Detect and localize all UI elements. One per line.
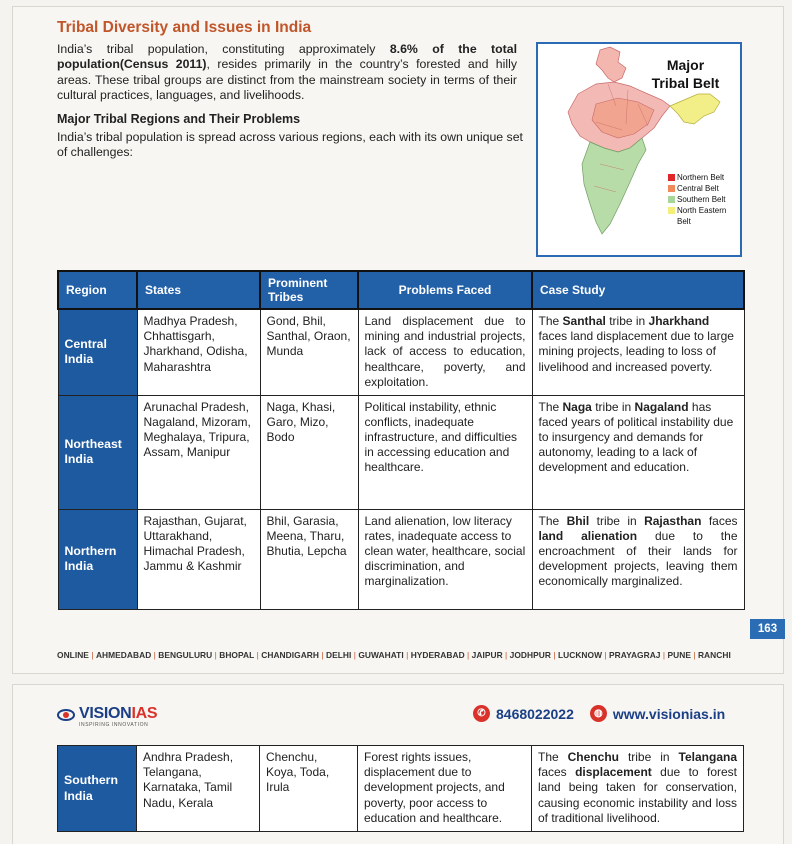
city-separator: |: [212, 650, 220, 660]
legend-item-northern: [668, 172, 741, 183]
legend-label: North Eastern Belt: [677, 206, 727, 226]
city-name: GUWAHATI: [358, 650, 404, 660]
region-cell: Northern India: [58, 509, 137, 609]
phone-icon: ✆: [473, 705, 490, 722]
city-name: RANCHI: [697, 650, 731, 660]
city-name: LUCKNOW: [557, 650, 603, 660]
problems-cell: Political instability, ethnic conflicts, inadequate infrastructure, and difficulties in accessing education and healthcare.: [358, 395, 532, 509]
map-title-line1: Major: [666, 57, 705, 73]
legend-label: Northern Belt: [677, 173, 725, 182]
tribes-cell: Naga, Khasi, Garo, Mizo, Bodo: [260, 395, 358, 509]
states-cell: Rajasthan, Gujarat, Uttarakhand, Himachal Pradesh, Jammu & Kashmir: [137, 509, 260, 609]
city-separator: |: [690, 650, 698, 660]
states-cell: Arunachal Pradesh, Nagaland, Mizoram, Meghalaya, Tripura, Assam, Manipur: [137, 395, 260, 509]
page-163: [12, 6, 784, 674]
map-legend: [668, 172, 741, 227]
legend-item-southern: [668, 194, 741, 205]
table-row: [58, 395, 744, 509]
city-name: PRAYAGRAJ: [609, 650, 661, 660]
legend-label: Central Belt: [677, 184, 719, 193]
legend-item-central: [668, 183, 741, 194]
subheading-text: India’s tribal population is spread across various regions, each with its own unique set of challenges:: [57, 130, 523, 160]
map-title: [633, 56, 738, 92]
problems-cell: Land displacement due to mining and industrial projects, lack of access to education, healthcare, poverty, and exploitation.: [358, 309, 532, 395]
case-study-cell: The Santhal tribe in Jharkhand faces land displacement due to large mining projects, leading to loss of livelihood and increased poverty.: [532, 309, 744, 395]
city-separator: |: [660, 650, 668, 660]
tribal-regions-table: [57, 270, 745, 610]
city-name: JAIPUR: [471, 650, 503, 660]
tribal-belt-map: [536, 42, 742, 257]
intro-text-2: , resides primarily in the country’s forested and hilly areas. These tribal groups are distinct from the mainstream society in terms of their cultural practices, languages, and livelihoods.: [57, 57, 517, 102]
table-row: [58, 746, 744, 832]
city-separator: |: [502, 650, 510, 660]
logo-swoosh-icon: [57, 706, 77, 722]
legend-label: Southern Belt: [677, 195, 726, 204]
header-problems: Problems Faced: [358, 271, 532, 309]
legend-swatch: [668, 196, 675, 203]
city-name: JODHPUR: [509, 650, 551, 660]
city-separator: |: [550, 650, 558, 660]
case-study-cell: The Bhil tribe in Rajasthan faces land alienation due to the encroachment of their lands for development projects, leaving them economically marginalized.: [532, 509, 744, 609]
header-region: Region: [58, 271, 137, 309]
city-name: BENGULURU: [158, 650, 213, 660]
map-southern-belt: [582, 138, 646, 234]
tribes-cell: Gond, Bhil, Santhal, Oraon, Munda: [260, 309, 358, 395]
case-study-cell: The Naga tribe in Nagaland has faced years of political instability due to insurgency and demands for autonomy, leading to a lack of development and education.: [532, 395, 744, 509]
phone-number[interactable]: 8468022022: [496, 705, 574, 722]
city-name: BHOPAL: [219, 650, 255, 660]
city-name: HYDERABAD: [410, 650, 465, 660]
city-name: CHANDIGARH: [261, 650, 319, 660]
table-row: [58, 309, 744, 395]
region-cell: Southern India: [58, 746, 137, 832]
map-title-line2: Tribal Belt: [651, 75, 720, 91]
logo-tagline: INSPIRING INNOVATION: [79, 722, 149, 728]
region-cell: Northeast India: [58, 395, 137, 509]
region-cell: Central India: [58, 309, 137, 395]
legend-swatch: [668, 174, 675, 181]
city-separator: |: [351, 650, 359, 660]
legend-item-northeastern: [668, 205, 741, 227]
states-cell: Andhra Pradesh, Telangana, Karnataka, Tamil Nadu, Kerala: [137, 746, 260, 832]
section-title: Tribal Diversity and Issues in India: [57, 19, 312, 36]
table-header-row: [58, 271, 744, 309]
city-name: DELHI: [325, 650, 352, 660]
city-separator: |: [602, 650, 610, 660]
page-number: 163: [750, 619, 785, 639]
legend-swatch: [668, 207, 675, 214]
city-separator: |: [319, 650, 326, 660]
city-list: [57, 650, 731, 660]
page-164: [12, 684, 784, 844]
table-row: [58, 509, 744, 609]
header-tribes: Prominent Tribes: [260, 271, 358, 309]
city-name: ONLINE: [57, 650, 89, 660]
city-separator: |: [403, 650, 411, 660]
tribal-regions-table-continued: [57, 745, 744, 832]
vision-ias-logo: [57, 705, 157, 723]
city-separator: |: [254, 650, 262, 660]
tribes-cell: Chenchu, Koya, Toda, Irula: [260, 746, 358, 832]
intro-text-1: India’s tribal population, constituting approximately: [57, 42, 390, 56]
header-states: States: [137, 271, 260, 309]
globe-icon: ◍: [590, 705, 607, 722]
map-northern-region: [596, 47, 626, 82]
map-northeast-belt: [670, 94, 720, 124]
logo-wordmark: VISIONIAS: [79, 705, 158, 722]
problems-cell: Forest rights issues, displacement due to development projects, and poverty, poor access to education and healthcare.: [358, 746, 532, 832]
intro-paragraph: [57, 42, 517, 103]
city-name: AHMEDABAD: [95, 650, 152, 660]
subheading: Major Tribal Regions and Their Problems: [57, 112, 301, 126]
website-link[interactable]: www.visionias.in: [612, 705, 726, 722]
legend-swatch: [668, 185, 675, 192]
city-separator: |: [88, 650, 96, 660]
city-separator: |: [464, 650, 472, 660]
city-separator: |: [151, 650, 159, 660]
intro-bold: 8.6% of the total population(Census 2011): [57, 42, 517, 72]
city-name: PUNE: [667, 650, 691, 660]
contact-info: [473, 705, 725, 722]
case-study-cell: The Chenchu tribe in Telangana faces displacement due to forest land being taken for conservation, causing economic instability and loss of traditional livelihood.: [532, 746, 744, 832]
header-case-study: Case Study: [532, 271, 744, 309]
states-cell: Madhya Pradesh, Chhattisgarh, Jharkhand, Odisha, Maharashtra: [137, 309, 260, 395]
tribes-cell: Bhil, Garasia, Meena, Tharu, Bhutia, Lepcha: [260, 509, 358, 609]
problems-cell: Land alienation, low literacy rates, inadequate access to clean water, healthcare, social discrimination, and marginalization.: [358, 509, 532, 609]
